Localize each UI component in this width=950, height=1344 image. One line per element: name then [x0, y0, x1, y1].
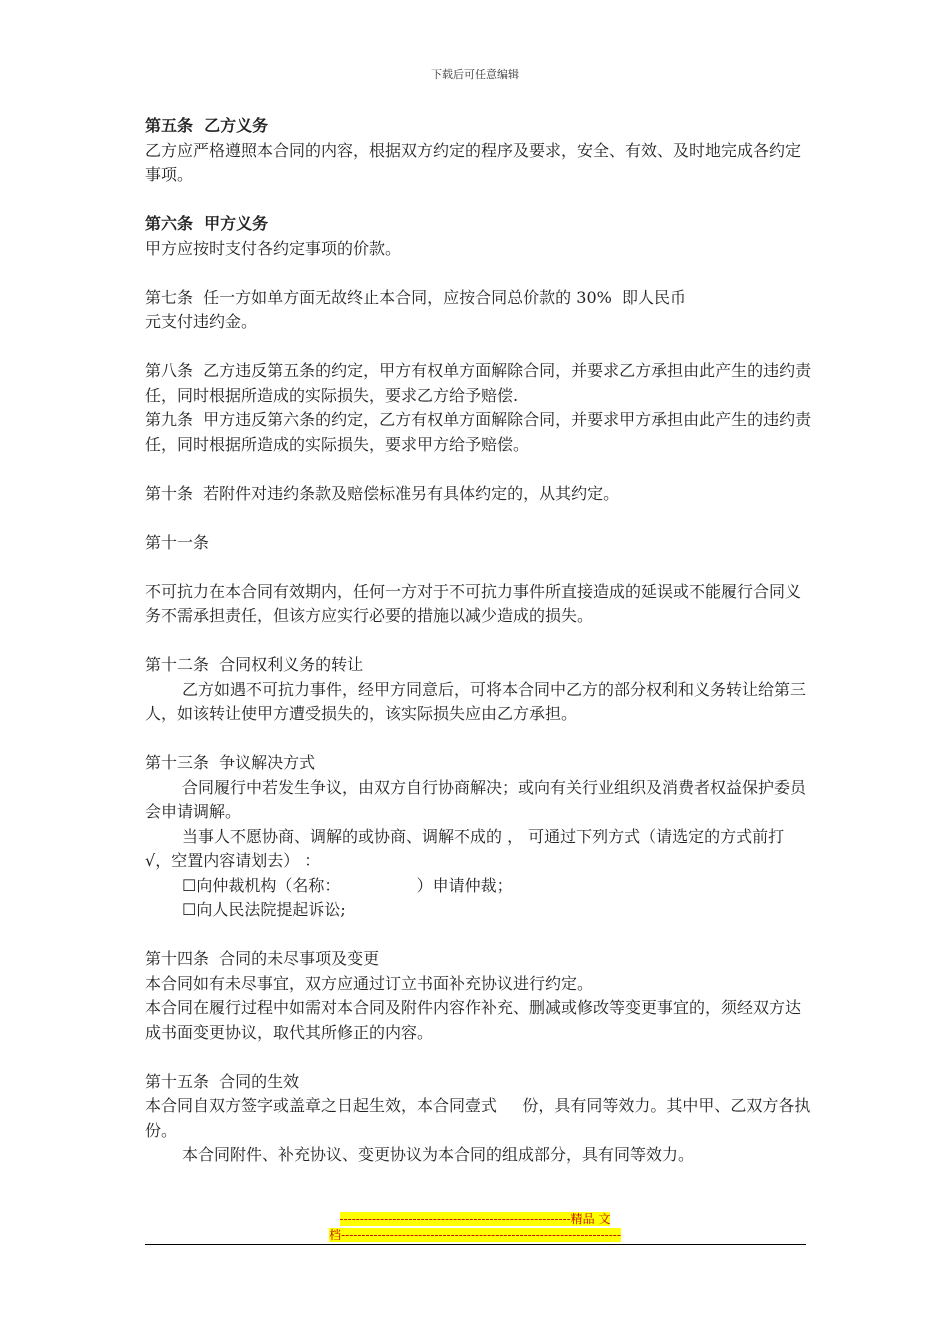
paragraph: 第十三条 争议解决方式	[145, 753, 316, 772]
paragraph: 本合同附件、补充协议、变更协议为本合同的组成部分，具有同等效力。	[182, 1145, 695, 1164]
paragraph: 本合同在履行过程中如需对本合同及附件内容作补充、删减或修改等变更事宜的，须经双方达成书面变更协议，取代其所修正的内容。	[145, 998, 802, 1042]
footer-line-1: ---------------------------------------------------------精品 文	[339, 1212, 611, 1226]
paragraph: 第九条 甲方违反第六条的约定，乙方有权单方面解除合同，并要求甲方承担由此产生的违约责任，同时根据所造成的实际损失，要求甲方给予赔偿。	[145, 410, 812, 454]
article-heading: 第五条 乙方义务	[145, 116, 269, 135]
paragraph: 本合同如有未尽事宜，双方应通过订立书面补充协议进行约定。	[145, 973, 594, 993]
paragraph: 第七条 任一方如单方面无故终止本合同，应按合同总价款的 30% 即人民币 元支付违约金。	[145, 287, 686, 331]
paragraph: 第十二条 合同权利义务的转让	[145, 655, 364, 674]
footer-line-2: 档---------------------------------------------------------------------	[329, 1228, 621, 1242]
article-heading: 第六条 甲方义务	[145, 214, 269, 233]
paragraph: 不可抗力在本合同有效期内，任何一方对于不可抗力事件所直接造成的延误或不能履行合同义务不需承担责任，但该方应实行必要的措施以减少造成的损失。	[145, 581, 802, 625]
page-header: 下载后可任意编辑	[431, 68, 519, 81]
paragraph-gap	[145, 261, 815, 286]
paragraph: 乙方应严格遵照本合同的内容，根据双方约定的程序及要求，安全、有效、及时地完成各约定事项。	[145, 140, 802, 184]
paragraph-gap	[145, 457, 815, 482]
paragraph-gap	[145, 727, 815, 752]
paragraph: 第十五条 合同的生效	[145, 1071, 300, 1091]
paragraph-gap	[145, 506, 815, 531]
footer-divider	[145, 1244, 806, 1245]
paragraph-gap	[145, 335, 815, 360]
paragraph: 当事人不愿协商、调解的或协商、调解不成的 ， 可通过下列方式（请选定的方式前打 √，空置内容请划去） ：	[145, 826, 790, 870]
paragraph: 第十条 若附件对违约条款及赔偿标准另有具体约定的，从其约定。	[145, 483, 620, 503]
paragraph: 第八条 乙方违反第五条的约定，甲方有权单方面解除合同，并要求乙方承担由此产生的违约责任，同时根据所造成的实际损失，要求乙方给予赔偿.	[145, 361, 812, 405]
paragraph-gap	[145, 629, 815, 654]
paragraph: 乙方如遇不可抗力事件，经甲方同意后，可将本合同中乙方的部分权利和义务转让给第三人，如该转让使甲方遭受损失的，该实际损失应由乙方承担。	[145, 679, 807, 723]
paragraph: 合同履行中若发生争议，由双方自行协商解决；或向有关行业组织及消费者权益保护委员会申请调解。	[145, 777, 807, 821]
paragraph: 甲方应按时支付各约定事项的价款。	[145, 238, 402, 258]
paragraph: ☐向人民法院提起诉讼;	[182, 900, 346, 919]
paragraph: ☐向仲裁机构（名称： ）申请仲裁；	[182, 875, 513, 895]
paragraph: 第十四条 合同的未尽事项及变更	[145, 949, 380, 968]
paragraph-gap	[145, 923, 815, 948]
paragraph-gap	[145, 1045, 815, 1070]
paragraph: 第十一条	[145, 532, 210, 552]
paragraph-gap	[145, 555, 815, 580]
footer-watermark	[0, 1211, 950, 1243]
contract-body	[145, 114, 836, 1168]
paragraph-gap	[145, 188, 815, 213]
paragraph: 本合同自双方签字或盖章之日起生效，本合同壹式 份，具有同等效力。其中甲、乙双方各执 份。	[145, 1096, 836, 1140]
